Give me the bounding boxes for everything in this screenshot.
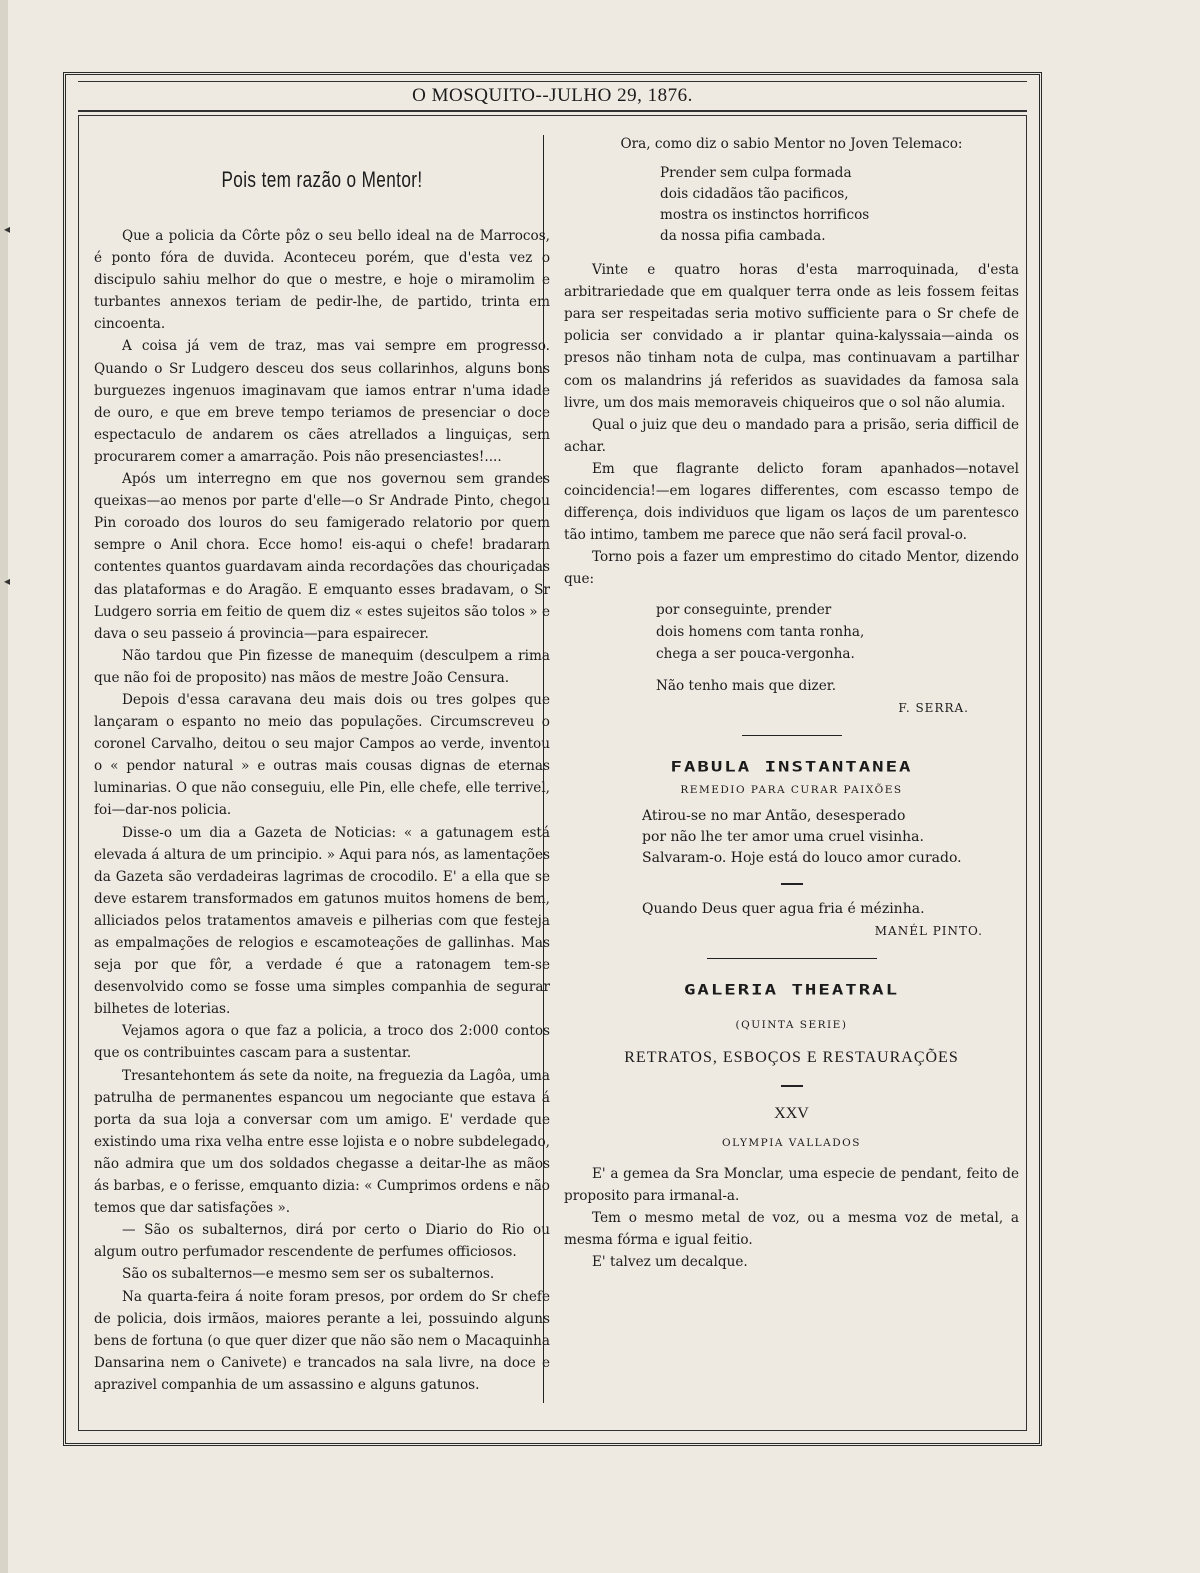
fabula-subtitle: REMEDIO PARA CURAR PAIXÕES [680,783,903,796]
paragraph: Tresantehontem ás sete da noite, na freguezia da Lagôa, uma patrulha de permanentes espancou um negociante que estava á porta da sua loja a conversar com um amigo. E' verdade que existindo uma rixa velha entre esse lojista e o nobre subdelegado, não admira que um dos soldados chegasse a deitar-lhe as mãos ás barbas, e o ferisse, emquanto dizia: « Cumprimos ordens e não temos que dar satisfações ». [94,1067,550,1217]
margin-mark: ◂ [4,574,11,588]
dash-rule [781,1085,803,1087]
paragraph: Depois d'essa caravana deu mais dois ou tres golpes que lançaram o espanto no meio das populações. Circumscreveu o coronel Carvalho, deitou o seu major Campos ao verde, inventou o « pendor natural » e outras mais cousas dignas de eternas luminarias. O que não conseguiu, elle Pin, elle chefe, elle terrivel, foi—dar-nos policia. [94,691,550,819]
newspaper-page [63,72,1042,1446]
verse-line: dois cidadãos tão pacificos, [660,186,849,203]
right-column [564,133,1019,1273]
fable-line: Atirou-se no mar Antão, desesperado [642,807,906,824]
paragraph: Em que flagrante delicto foram apanhados—notavel coincidencia!—em logares differentes, com escasso tempo de differença, dois individuos que ligam os laços de um parentesco tão intimo, tambem me parece que não será facil proval-o. [564,460,1019,544]
verse-line: mostra os instinctos horrificos [660,207,870,224]
paragraph: E' talvez um decalque. [592,1253,748,1270]
paragraph: Qual o juiz que deu o mandado para a prisão, seria difficil de achar. [564,416,1019,455]
page-header: O MOSQUITO--JULHO 29, 1876. [78,81,1027,112]
article-title: Pois tem razão o Mentor! [221,167,423,192]
verse-line: Prender sem culpa formada [660,165,852,182]
section-rule [707,958,877,959]
fable-line: Salvaram-o. Hoje está do louco amor curado. [642,849,962,866]
verse-line: por conseguinte, prender [656,601,832,618]
margin-mark: ◂ [4,222,11,236]
intro-line: Ora, como diz o sabio Mentor no Joven Telemaco: [620,136,963,152]
fabula-title: FABULA INSTANTANEA [670,758,913,775]
galeria-subtitle: RETRATOS, ESBOÇOS E RESTAURAÇÕES [624,1048,959,1066]
fable-moral: Quando Deus quer agua fria é mézinha. [642,900,925,917]
paragraph: Vejamos agora o que faz a policia, a troco dos 2:000 contos que os contribuintes cascam para a sustentar. [94,1023,550,1062]
left-column [94,147,550,1396]
signature: MANÉL PINTO. [874,923,983,938]
paragraph: E' a gemea da Sra Monclar, uma especie de pendant, feito de proposito para irmanal-a. [564,1165,1019,1204]
paragraph: Na quarta-feira á noite foram presos, por ordem do Sr chefe de policia, dois irmãos, maiores perante a lei, possuindo alguns bens de fortuna (o que quer dizer que não são nem o Macaquinha Dansarina nem o Canivete) e trancados na sala livre, na doce e aprazivel companhia de um assassino e alguns gatunos. [94,1288,550,1393]
paragraph: Tem o mesmo metal de voz, ou a mesma voz de metal, a mesma fórma e igual feitio. [564,1209,1019,1248]
paragraph: Torno pois a fazer um emprestimo do citado Mentor, dizendo que: [564,549,1019,588]
paragraph: Vinte e quatro horas d'esta marroquinada, d'esta arbitrariedade que em qualquer terra onde as leis fossem feitas para ser respeitadas seria motivo sufficiente para o Sr chefe de policia ser convidado a ir plantar quina-kalyssaia—ainda os presos não tinham nota de culpa, mas continuavam a partilhar com os malandrins já referidos as suavidades da famosa sala livre, um dos mais memoraveis chiqueiros que o sol não alumia. [564,262,1019,411]
verse-line: dois homens com tanta ronha, [656,623,865,640]
verse-line: da nossa pifia cambada. [660,228,826,245]
dash-rule [781,883,803,885]
closing-line: Não tenho mais que dizer. [656,677,837,694]
galeria-title: GALERIA THEATRAL [683,981,900,998]
person-name: OLYMPIA VALLADOS [722,1136,861,1149]
paragraph: Não tardou que Pin fizesse de manequim (desculpem a rima que não foi de proposito) nas mãos de mestre João Censura. [94,647,550,686]
fable-line: por não lhe ter amor uma cruel visinha. [642,828,924,845]
paragraph: Após um interregno em que nos governou sem grandes queixas—ao menos por parte d'elle—o Sr Andrade Pinto, chegou Pin coroado dos louros do seu famigerado relatorio por quem sempre o Anil chora. Ecce homo! eis-aqui o chefe! bradaram contentes quantos guardavam ainda recordações das chouriçadas das plataformas e do Aragão. E emquanto esses bradavam, o Sr Ludgero sorria em feitio de quem diz « estes sujeitos são tolos » e dava o seu passeio á provincia—para espairecer. [94,471,550,642]
signature: F. SERRA. [898,700,969,715]
verse-line: chega a ser pouca-vergonha. [656,645,855,662]
galeria-serie: (QUINTA SERIE) [735,1018,848,1031]
section-rule [742,735,842,736]
paragraph: — São os subalternos, dirá por certo o Diario do Rio ou algum outro perfumador rescendente de perfumes officiosos. [94,1222,550,1261]
paragraph: Que a policia da Côrte pôz o seu bello ideal na de Marrocos, é ponto fóra de duvida. Aconteceu porém, que d'esta vez o discipulo sahiu melhor do que o mestre, e hoje o miramolim e turbantes annexos teriam de pedir-lhe, de partido, trinta em cincoenta. [94,228,550,333]
paragraph: A coisa já vem de traz, mas vai sempre em progresso. Quando o Sr Ludgero desceu dos seus collarinhos, alguns bons burguezes ingenuos imaginavam que iamos entrar n'uma idade de ouro, e que em breve tempo teriamos de presenciar o doce espectaculo de andarem os cães atrellados a linguiças, sem procurarem comer a amarração. Pois não presenciastes!.... [94,338,550,465]
section-numeral: XXV [774,1104,809,1122]
paragraph: Disse-o um dia a Gazeta de Noticias: « a gatunagem está elevada á altura de um principio. » Aqui para nós, as lamentações da Gazeta são verdadeiras lagrimas de crocodilo. E' a ella que se deve estarem transformados em gatunos muitos homens de bem, alliciados pelos tratamentos amaveis e pilherias com que festeja as empalmações de relogios e escamoteações de gallinhas. Mas seja por que fôr, a verdade é que a ratonagem tem-se desenvolvido como se fosse uma simples companhia de segurar bilhetes de loterias. [94,824,550,1018]
paragraph: São os subalternos—e mesmo sem ser os subalternos. [122,1266,495,1283]
